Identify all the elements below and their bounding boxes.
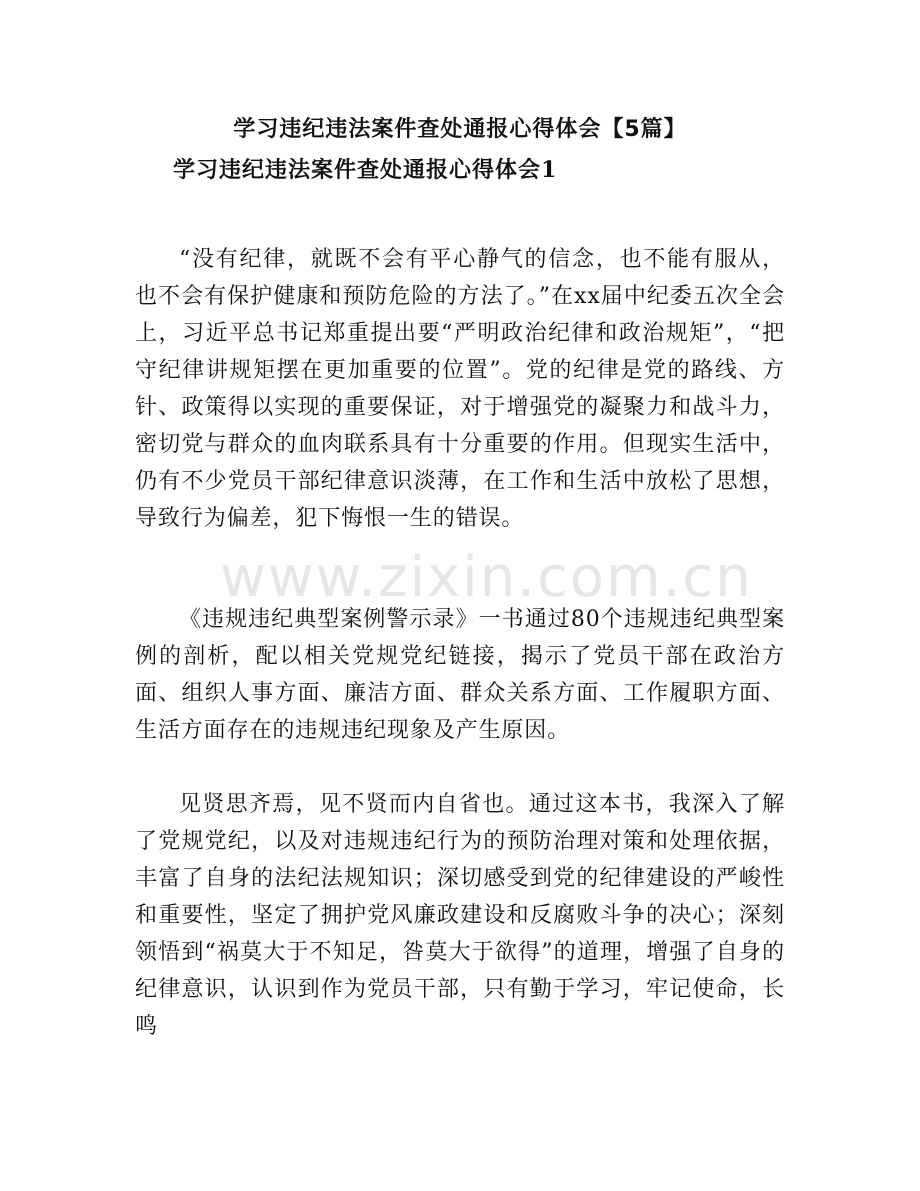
paragraph-2: 《违规违纪典型案例警示录》一书通过80个违规违纪典型案例的剖析，配以相关党规党纪链接，揭示了党员干部在政治方面、组织人事方面、廉洁方面、群众关系方面、工作履职方面、生活方面存在的违规违纪现象及产生原因。 <box>135 607 785 743</box>
paragraph-3: 见贤思齐焉，见不贤而内自省也。通过这本书，我深入了解了党规党纪，以及对违规违纪行为的预防治理对策和处理依据，丰富了自身的法纪法规知识；深切感受到党的纪律建设的严峻性和重要性，坚定了拥护党风廉政建设和反腐败斗争的决心；深刻领悟到“祸莫大于不知足，咎莫大于欲得”的道理，增强了自身的纪律意识，认识到作为党员干部，只有勤于学习，牢记使命，长鸣 <box>135 792 785 1039</box>
section-heading: 学习违纪违法案件查处通报心得体会1 <box>173 157 558 183</box>
watermark: www.zixin.com.cn <box>220 545 753 610</box>
paragraph-1: “没有纪律，就既不会有平心静气的信念，也不能有服从，也不会有保护健康和预防危险的方法了。”在xx届中纪委五次全会上，习近平总书记郑重提出要“严明政治纪律和政治规矩”，“把守纪律讲规矩摆在更加重要的位置”。党的纪律是党的路线、方针、政策得以实现的重要保证，对于增强党的凝聚力和战斗力，密切党与群众的血肉联系具有十分重要的作用。但现实生活中，仍有不少党员干部纪律意识淡薄，在工作和生活中放松了思想，导致行为偏差，犯下悔恨一生的错误。 <box>135 247 785 531</box>
document-title: 学习违纪违法案件查处通报心得体会【5篇】 <box>233 117 687 142</box>
